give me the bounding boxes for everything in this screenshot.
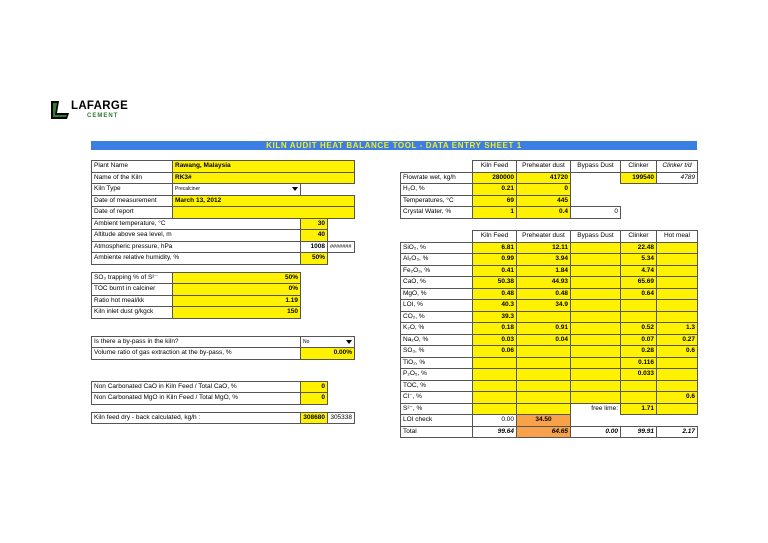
table-row: [401, 288, 698, 300]
table-row: [92, 348, 355, 360]
empty-cell: [92, 318, 355, 336]
analysis-rows: [401, 242, 698, 438]
col-header-hot-meal: Hot meal: [657, 231, 698, 243]
cell-bypass-dust[interactable]: [571, 265, 621, 277]
table-row: [401, 415, 698, 427]
cell-kiln-feed[interactable]: [473, 403, 517, 415]
row-label: Total: [401, 426, 473, 438]
col-header-bypass-dust: Bypass Dust: [571, 231, 621, 243]
table-row: [401, 184, 698, 196]
cell-preheater-dust: 34.50: [517, 415, 571, 427]
ratio-hot-label: Ratio hot meal/kk: [92, 295, 173, 307]
cell-kiln-feed[interactable]: 40.3: [473, 300, 517, 312]
pressure-overflow: #######: [328, 241, 355, 253]
left-input-table: [91, 160, 355, 424]
toc-burnt-label: TOC burnt in calciner: [92, 284, 173, 296]
col-header-clinker-td: Clinker t/d: [657, 161, 698, 173]
cell-preheater-dust[interactable]: 1.84: [517, 265, 571, 277]
table-row: [92, 207, 355, 219]
measure-date-field[interactable]: March 13, 2012: [173, 195, 355, 207]
cell-bypass-dust[interactable]: [571, 369, 621, 381]
cell-hot-meal[interactable]: [657, 403, 698, 415]
dropdown-arrow-icon[interactable]: [292, 187, 298, 191]
kiln-type-select[interactable]: [173, 184, 301, 196]
ambient-temp-label: Ambient temperature, °C: [92, 218, 301, 230]
table-row: [92, 381, 355, 393]
cell-kiln-feed: 0.00: [473, 415, 517, 427]
pressure-value: 1008: [301, 241, 328, 253]
cell-clinker[interactable]: 1.71: [621, 403, 657, 415]
cell-kiln-feed[interactable]: 0.18: [473, 323, 517, 335]
logo-brand: LAFARGE: [71, 100, 129, 112]
table-row: [401, 311, 698, 323]
table-row: [401, 207, 698, 219]
row-label: Cl⁻, %: [401, 392, 473, 404]
cell-clinker[interactable]: [621, 392, 657, 404]
row-label: P₂O₅, %: [401, 369, 473, 381]
bypass-label: Is there a by-pass in the kiln?: [92, 336, 301, 348]
cell-preheater-dust[interactable]: [517, 357, 571, 369]
cell-kiln-feed[interactable]: 69: [473, 195, 517, 207]
cell-kiln-feed[interactable]: [473, 392, 517, 404]
row-label: Crystal Water, %: [401, 207, 473, 219]
row-label: CO₂, %: [401, 311, 473, 323]
row-label: CaO, %: [401, 277, 473, 289]
altitude-label: Altitude above sea level, m: [92, 230, 301, 242]
cell-preheater-dust[interactable]: 34.9: [517, 300, 571, 312]
table-header-row: [401, 231, 698, 243]
row-label: Al₂O₃, %: [401, 254, 473, 266]
vol-ratio-field[interactable]: 0.00%: [301, 348, 355, 360]
spacer-row: [92, 359, 355, 381]
bypass-value: No: [303, 338, 310, 345]
spacer-row: [92, 264, 355, 272]
cell-clinker: 99.91: [621, 426, 657, 438]
cell-preheater-dust[interactable]: [517, 380, 571, 392]
cell-hot-meal[interactable]: [657, 357, 698, 369]
cell-bypass-dust[interactable]: [571, 288, 621, 300]
cell-hot-meal[interactable]: 0.6: [657, 392, 698, 404]
kiln-name-label: Name of the Kiln: [92, 172, 173, 184]
empty-cell: [301, 295, 355, 307]
row-label: S²⁻, %: [401, 403, 473, 415]
cell-hot-meal[interactable]: [657, 265, 698, 277]
cell-clinker[interactable]: 0.64: [621, 288, 657, 300]
cell-hot-meal[interactable]: [657, 380, 698, 392]
kiln-feed-dry-extra: 305338: [328, 412, 355, 424]
empty-cell: [401, 231, 473, 243]
row-label: SO₃, %: [401, 346, 473, 358]
cell-kiln-feed[interactable]: 0.06: [473, 346, 517, 358]
empty-cell: [328, 230, 355, 242]
so3-trap-label: SO₃ trapping % of S²⁻: [92, 272, 173, 284]
spacer-row: [92, 404, 355, 412]
cell-preheater-dust[interactable]: 44.93: [517, 277, 571, 289]
cell-bypass-dust: free lime:: [591, 405, 618, 412]
cell-kiln-feed[interactable]: 1: [473, 207, 517, 219]
cell-kiln-feed[interactable]: 0.21: [473, 184, 517, 196]
table-row: [401, 357, 698, 369]
cell-hot-meal[interactable]: 0.27: [657, 334, 698, 346]
cell-hot-meal[interactable]: 0.6: [657, 346, 698, 358]
col-header-kiln-feed: Kiln Feed: [473, 161, 517, 173]
cell-preheater-dust[interactable]: [517, 392, 571, 404]
table-row: [401, 323, 698, 335]
table-row: [92, 295, 355, 307]
cell-preheater-dust[interactable]: 3.94: [517, 254, 571, 266]
table-row: [401, 265, 698, 277]
nc-cao-label: Non Carbonated CaO in Kiln Feed / Total CaO, %: [92, 381, 301, 393]
cell-kiln-feed[interactable]: [473, 369, 517, 381]
table-row: [92, 195, 355, 207]
table-row: [92, 272, 355, 284]
cell-clinker[interactable]: [621, 380, 657, 392]
cell-hot-meal[interactable]: [657, 288, 698, 300]
col-header-preheater-dust: Preheater dust: [517, 161, 571, 173]
cell-preheater-dust[interactable]: 445: [517, 195, 571, 207]
cell-clinker[interactable]: 0.033: [621, 369, 657, 381]
cell-clinker[interactable]: [621, 300, 657, 312]
cell-kiln-feed[interactable]: 0.99: [473, 254, 517, 266]
cell-kiln-feed[interactable]: [473, 357, 517, 369]
cell-bypass-dust[interactable]: [571, 242, 621, 254]
cell-preheater-dust[interactable]: 41720: [517, 172, 571, 184]
cell-bypass-dust[interactable]: [571, 311, 621, 323]
spacer-row: [92, 318, 355, 336]
kiln-inlet-field[interactable]: 150: [173, 307, 301, 319]
cell-bypass-dust[interactable]: [571, 323, 621, 335]
cell-preheater-dust[interactable]: 12.11: [517, 242, 571, 254]
row-label: LOI check: [401, 415, 473, 427]
cell-kiln-feed[interactable]: 39.3: [473, 311, 517, 323]
table-row: [92, 307, 355, 319]
humidity-label: Ambiente relative humidity, %: [92, 253, 301, 265]
plant-name-label: Plant Name: [92, 161, 173, 173]
cell-hot-meal[interactable]: [657, 277, 698, 289]
row-label: K₂O, %: [401, 323, 473, 335]
cell-preheater-dust[interactable]: [517, 403, 571, 415]
altitude-field[interactable]: 40: [301, 230, 328, 242]
table-row: [401, 242, 698, 254]
so3-trap-field[interactable]: 50%: [173, 272, 301, 284]
cell-kiln-feed: 99.64: [473, 426, 517, 438]
table-row: [92, 218, 355, 230]
cell-preheater-dust[interactable]: 0.91: [517, 323, 571, 335]
cell-clinker[interactable]: 0.07: [621, 334, 657, 346]
nc-cao-field[interactable]: 0: [301, 381, 328, 393]
cell-clinker[interactable]: 0.116: [621, 357, 657, 369]
logo-sub: CEMENT: [87, 113, 119, 119]
cell-hot-meal[interactable]: [657, 300, 698, 312]
table-row: [401, 254, 698, 266]
cell-kiln-feed[interactable]: 50.38: [473, 277, 517, 289]
table-row: [92, 393, 355, 405]
cell-preheater-dust: 64.65: [517, 426, 571, 438]
cell-clinker[interactable]: 22.48: [621, 242, 657, 254]
humidity-field[interactable]: 50%: [301, 253, 328, 265]
cell-bypass-dust[interactable]: [571, 277, 621, 289]
ambient-temp-field[interactable]: 30: [301, 218, 328, 230]
table-header-row: [401, 161, 698, 173]
cell-clinker[interactable]: 199540: [621, 172, 657, 184]
table-row: [401, 334, 698, 346]
table-row: [401, 403, 698, 415]
vol-ratio-label: Volume ratio of gas extraction at the by-pass, %: [92, 348, 301, 360]
cell-kiln-feed[interactable]: 0.41: [473, 265, 517, 277]
cell-hot-meal: 2.17: [657, 426, 698, 438]
cell-hot-meal[interactable]: [657, 369, 698, 381]
cell-clinker[interactable]: 4.74: [621, 265, 657, 277]
table-row: [92, 172, 355, 184]
cell-clinker[interactable]: 65.69: [621, 277, 657, 289]
empty-cell: [301, 284, 355, 296]
row-label: H₂O, %: [401, 184, 473, 196]
col-header-kiln-feed: Kiln Feed: [473, 231, 517, 243]
pressure-label: Atmospheric pressure, hPa: [92, 241, 301, 253]
col-header-bypass-dust: Bypass Dust: [571, 161, 621, 173]
row-label: TOC, %: [401, 380, 473, 392]
cell-bypass-dust: 0: [571, 207, 621, 219]
kiln-type-value: Precalciner: [175, 186, 201, 193]
table-row: [401, 380, 698, 392]
lafarge-logo-icon: [49, 99, 71, 121]
cell-clinker[interactable]: 0.28: [621, 346, 657, 358]
cell-bypass-dust[interactable]: [571, 334, 621, 346]
empty-cell: [301, 184, 355, 196]
toc-burnt-field[interactable]: 0%: [173, 284, 301, 296]
kiln-inlet-label: Kiln inlet dust g/kgck: [92, 307, 173, 319]
empty-cell: [328, 381, 355, 393]
cell-clinker-td: 4789: [657, 172, 698, 184]
table-row: [92, 230, 355, 242]
report-date-field[interactable]: [173, 207, 355, 219]
row-label: MgO, %: [401, 288, 473, 300]
empty-cell: [92, 264, 355, 272]
cell-kiln-feed[interactable]: [473, 380, 517, 392]
empty-cell: [571, 195, 698, 207]
cell-preheater-dust[interactable]: [517, 369, 571, 381]
report-date-label: Date of report: [92, 207, 173, 219]
cell-bypass-dust[interactable]: [571, 346, 621, 358]
empty-cell: [328, 218, 355, 230]
cell-kiln-feed[interactable]: 0.48: [473, 288, 517, 300]
cell-bypass-dust[interactable]: [571, 300, 621, 312]
cell-preheater-dust[interactable]: 0: [517, 184, 571, 196]
cell-preheater-dust[interactable]: 0.48: [517, 288, 571, 300]
table-row: [92, 284, 355, 296]
cell-kiln-feed[interactable]: 0.03: [473, 334, 517, 346]
table-row: [92, 161, 355, 173]
right-top-table: [400, 160, 698, 219]
table-row: [401, 346, 698, 358]
row-label: TiO₂, %: [401, 357, 473, 369]
cell-bypass-dust[interactable]: [571, 254, 621, 266]
table-row: [401, 300, 698, 312]
plant-name-field[interactable]: Rawang, Malaysia: [173, 161, 355, 173]
empty-cell: [301, 307, 355, 319]
cell-bypass-dust: 0.00: [571, 426, 621, 438]
cell-bypass-dust: [571, 172, 621, 184]
cell-kiln-feed[interactable]: 280000: [473, 172, 517, 184]
empty-cell: [328, 393, 355, 405]
cell-clinker[interactable]: 0.52: [621, 323, 657, 335]
cell-clinker[interactable]: [621, 311, 657, 323]
empty-cell: [92, 359, 355, 381]
cell-hot-meal: [657, 415, 698, 427]
col-header-clinker: Clinker: [621, 161, 657, 173]
row-label: Flowrate wet, kg/h: [401, 172, 473, 184]
empty-cell: [92, 404, 355, 412]
row-label: Na₂O, %: [401, 334, 473, 346]
row-label: SiO₂, %: [401, 242, 473, 254]
cell-kiln-feed[interactable]: 6.81: [473, 242, 517, 254]
dropdown-arrow-icon[interactable]: [346, 340, 352, 344]
cell-clinker: [621, 415, 657, 427]
ratio-hot-field[interactable]: 1.19: [173, 295, 301, 307]
empty-cell: [621, 207, 698, 219]
row-label: Temperatures, °C: [401, 195, 473, 207]
sheet-title: KILN AUDIT HEAT BALANCE TOOL - DATA ENTRY SHEET 1: [91, 141, 697, 150]
table-row: [92, 336, 355, 348]
kiln-feed-dry-label: Kiln feed dry - back calculated, kg/h :: [92, 412, 301, 424]
table-row: [92, 412, 355, 424]
table-row: [92, 253, 355, 265]
kiln-name-field[interactable]: RK3#: [173, 172, 355, 184]
row-label: LOI, %: [401, 300, 473, 312]
nc-mgo-field[interactable]: 0: [301, 393, 328, 405]
empty-cell: [401, 161, 473, 173]
cell-preheater-dust[interactable]: [517, 311, 571, 323]
bypass-select[interactable]: [301, 336, 355, 348]
cell-bypass-dust[interactable]: [571, 380, 621, 392]
cell-hot-meal[interactable]: [657, 242, 698, 254]
table-row: [401, 277, 698, 289]
kiln-type-label: Kiln Type: [92, 184, 173, 196]
empty-cell: [328, 253, 355, 265]
table-row: [401, 172, 698, 184]
table-row: [401, 392, 698, 404]
cell-hot-meal[interactable]: [657, 311, 698, 323]
table-row: [92, 184, 355, 196]
table-row: [401, 369, 698, 381]
kiln-feed-dry-value: 308680: [301, 412, 328, 424]
cell-preheater-dust[interactable]: 0.4: [517, 207, 571, 219]
col-header-preheater-dust: Preheater dust: [517, 231, 571, 243]
table-row: [92, 241, 355, 253]
right-bottom-table: [400, 230, 698, 438]
cell-clinker[interactable]: 5.34: [621, 254, 657, 266]
cell-hot-meal[interactable]: [657, 254, 698, 266]
nc-mgo-label: Non Carbonated MgO in Kiln Feed / Total MgO, %: [92, 393, 301, 405]
cell-hot-meal[interactable]: 1.3: [657, 323, 698, 335]
row-label: Fe₂O₃, %: [401, 265, 473, 277]
cell-bypass-dust: [571, 415, 621, 427]
empty-cell: [571, 184, 698, 196]
col-header-clinker: Clinker: [621, 231, 657, 243]
lafarge-logo: [49, 96, 159, 126]
cell-bypass-dust[interactable]: [571, 357, 621, 369]
table-row: [401, 426, 698, 438]
cell-bypass-dust[interactable]: [571, 392, 621, 404]
measure-date-label: Date of measurement: [92, 195, 173, 207]
table-row: [401, 195, 698, 207]
cell-preheater-dust[interactable]: 0.04: [517, 334, 571, 346]
empty-cell: [301, 272, 355, 284]
cell-preheater-dust[interactable]: [517, 346, 571, 358]
